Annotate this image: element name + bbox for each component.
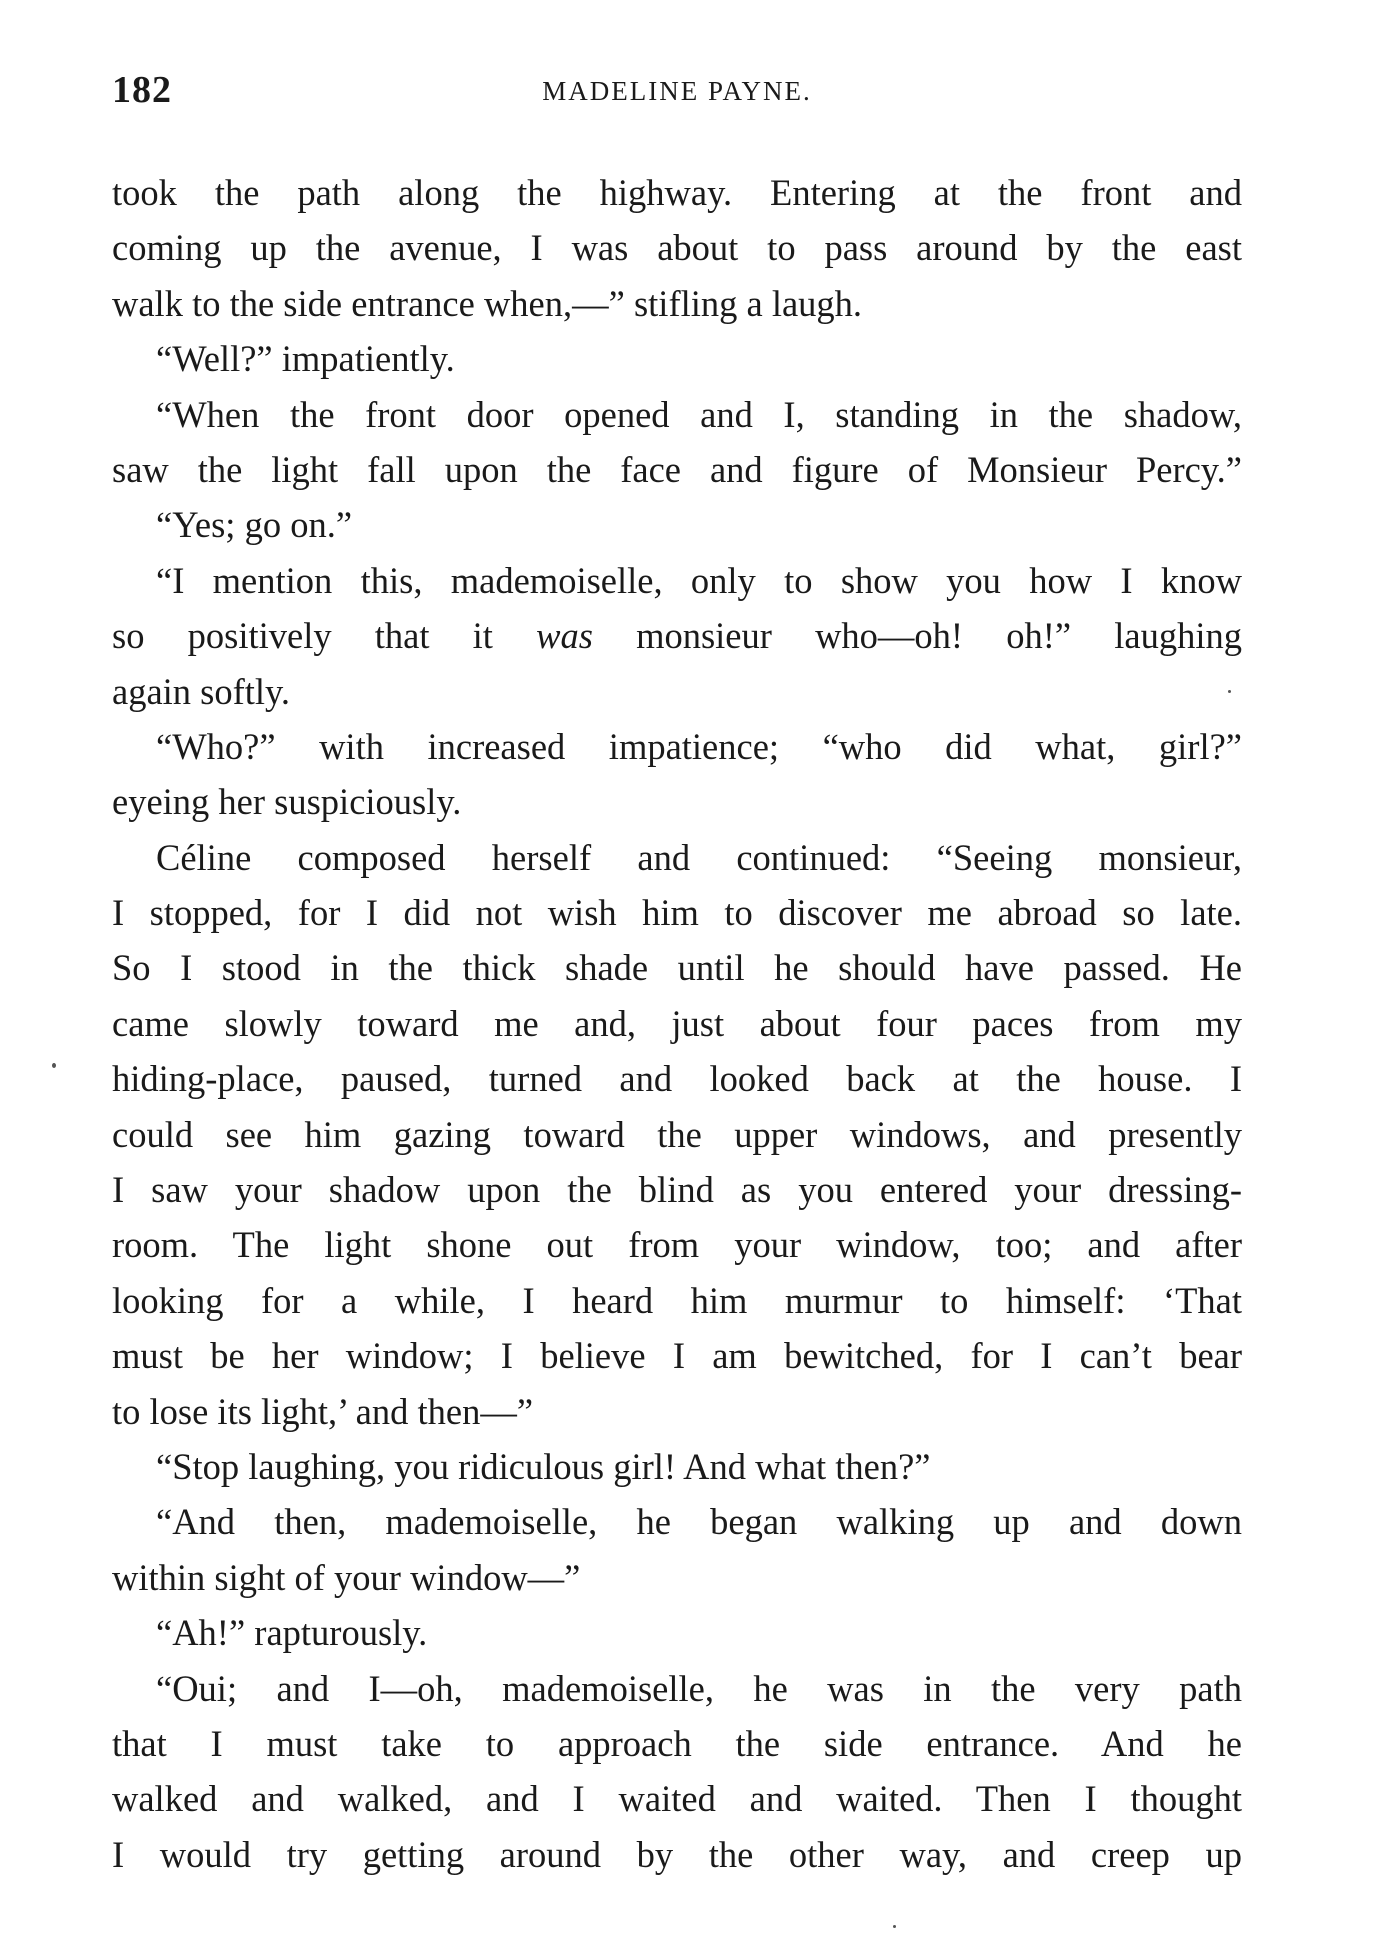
text-line: within sight of your window—”	[112, 1556, 581, 1598]
scan-speck	[52, 1063, 56, 1068]
text-line: So I stood in the thick shade until he should have passed. He	[112, 947, 1242, 989]
text-line: eyeing her suspiciously.	[112, 781, 462, 823]
text-line: took the path along the highway. Entering at the front and	[112, 172, 1242, 213]
text-line: I would try getting around by the other way, and creep up	[112, 1833, 1242, 1875]
text-line: could see him gazing toward the upper windows, and presently	[112, 1113, 1242, 1155]
page-number: 182	[112, 69, 172, 111]
text-line: hiding-place, paused, turned and looked back at the house. I	[112, 1058, 1242, 1100]
text-line: saw the light fall upon the face and figure of Monsieur Percy.”	[112, 448, 1242, 490]
scan-speck	[1228, 690, 1231, 693]
text-line: came slowly toward me and, just about four paces from my	[112, 1002, 1242, 1044]
emphasis-word: was	[536, 615, 593, 657]
text-line: “When the front door opened and I, standing in the shadow,	[156, 393, 1242, 435]
text-line: coming up the avenue, I was about to pass around by the east	[112, 227, 1242, 269]
text-line: must be her window; I believe I am bewitched, for I can’t bear	[112, 1335, 1242, 1377]
text-line: “Yes; go on.”	[156, 504, 353, 546]
body-text	[112, 165, 1242, 1882]
text-line: again softly.	[112, 670, 291, 712]
running-title: MADELINE PAYNE.	[542, 76, 812, 106]
text-line: walk to the side entrance when,—” stifling a laugh.	[112, 282, 863, 324]
text-line: “Who?” with increased impatience; “who did what, girl?”	[156, 725, 1242, 767]
page-header	[112, 62, 1242, 122]
text-line	[112, 608, 1242, 663]
text-line: Céline composed herself and continued: “Seeing monsieur,	[156, 836, 1242, 878]
text-line: “I mention this, mademoiselle, only to show you how I know	[156, 559, 1242, 601]
text-line: “Oui; and I—oh, mademoiselle, he was in the very path	[156, 1667, 1242, 1709]
text-line: I stopped, for I did not wish him to discover me abroad so late.	[112, 892, 1242, 934]
text-fragment: so positively that it	[112, 615, 537, 657]
text-line: “Ah!” rapturously.	[156, 1612, 428, 1654]
text-line: looking for a while, I heard him murmur to himself: ‘That	[112, 1279, 1242, 1321]
text-line: that I must take to approach the side entrance. And he	[112, 1722, 1242, 1764]
text-line: “Well?” impatiently.	[156, 338, 455, 380]
text-line: “And then, mademoiselle, he began walking up and down	[156, 1501, 1242, 1543]
text-line: to lose its light,’ and then—”	[112, 1390, 534, 1432]
text-line: I saw your shadow upon the blind as you entered your dressing-	[112, 1169, 1242, 1211]
text-line: room. The light shone out from your window, too; and after	[112, 1224, 1242, 1266]
scan-speck	[893, 1925, 896, 1928]
text-line: walked and walked, and I waited and waited. Then I thought	[112, 1778, 1242, 1820]
text-fragment: monsieur who—oh! oh!” laughing	[592, 615, 1242, 657]
text-line: “Stop laughing, you ridiculous girl! And what then?”	[156, 1445, 931, 1487]
